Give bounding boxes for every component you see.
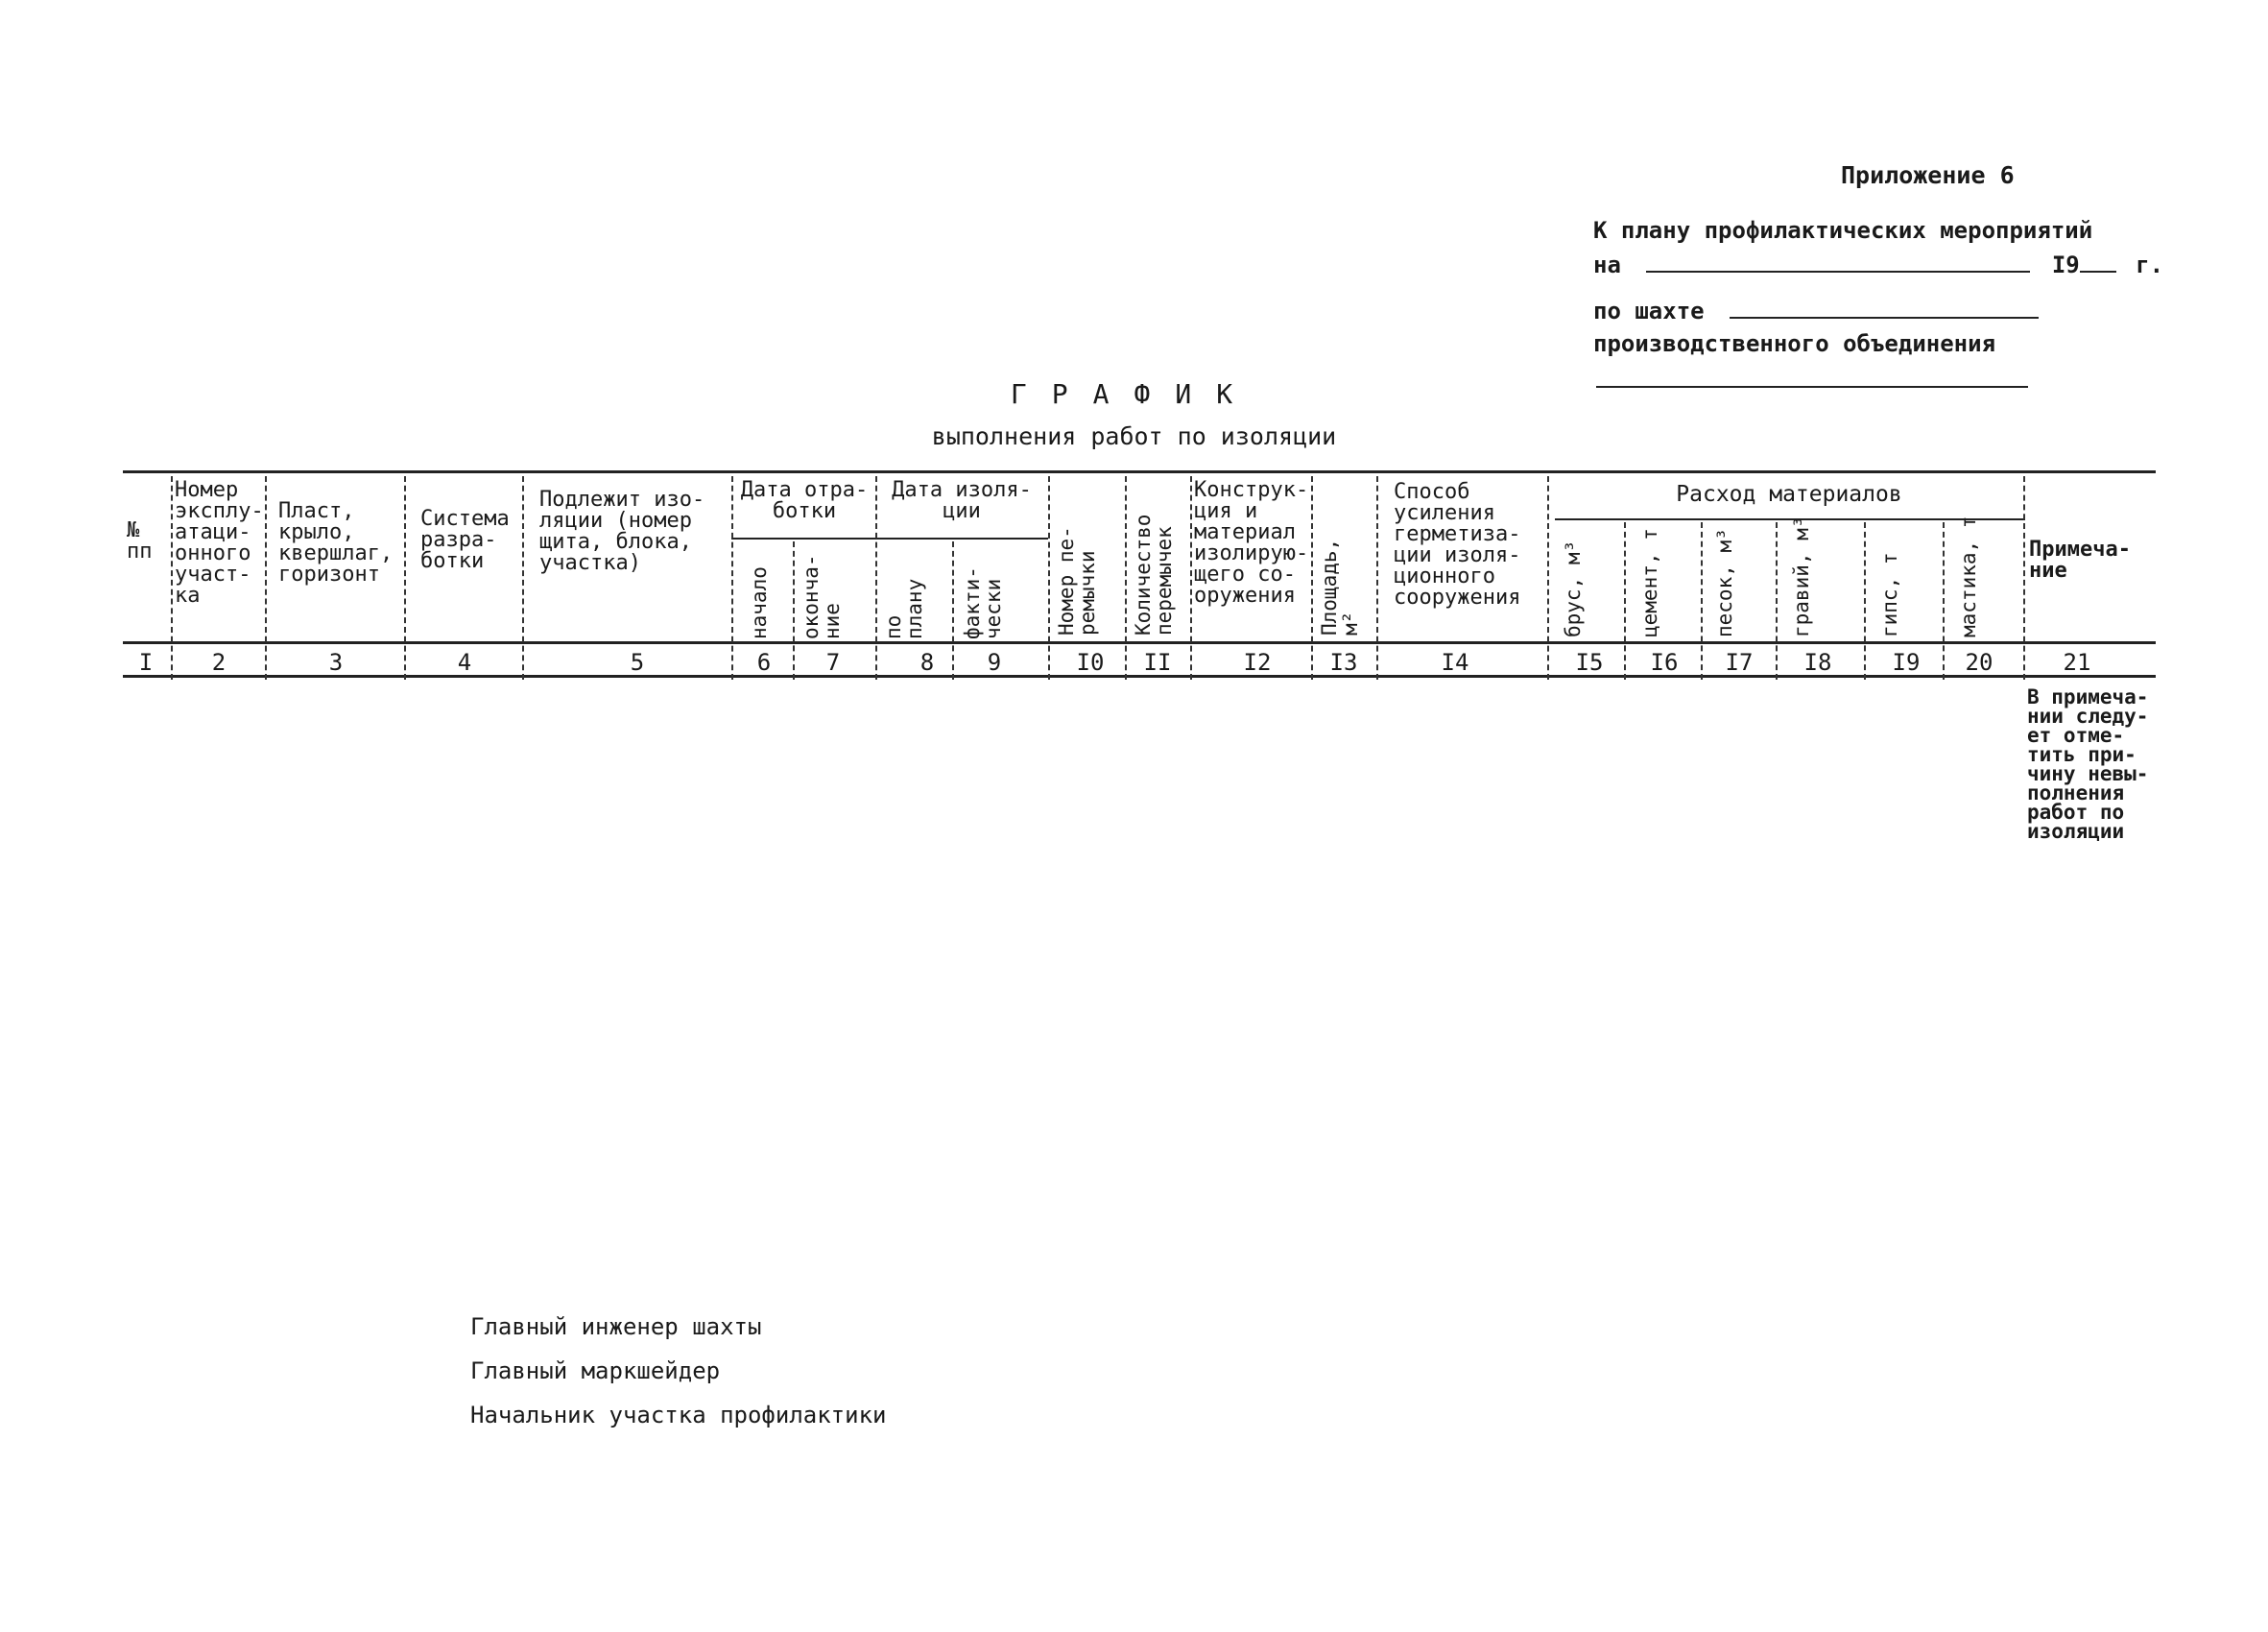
plan-year-suffix: г. <box>2136 252 2164 278</box>
header-col-11: Количество перемычек <box>1132 514 1176 636</box>
column-number: I9 <box>1892 649 1921 676</box>
header-group-isolation-dates: Дата изоля-ции <box>892 478 1032 523</box>
column-divider <box>522 476 524 680</box>
header-col-6: начало <box>748 566 771 639</box>
header-group-development-dates: Дата отра-ботки <box>740 478 869 523</box>
column-number: 7 <box>825 649 841 676</box>
plan-year-blank <box>2080 270 2116 273</box>
column-number: I8 <box>1803 649 1832 676</box>
header-col-20: мастика, т <box>1957 516 1980 637</box>
plan-year-prefix: I9 <box>2051 252 2080 278</box>
column-number: 5 <box>630 649 645 676</box>
column-divider <box>1701 522 1703 680</box>
header-col-15: брус, м³ <box>1562 540 1585 637</box>
column-number: 21 <box>2063 649 2091 676</box>
header-col-10: Номер пе-ремычки <box>1055 526 1099 636</box>
chief-surveyor-signature-label: Главный маркшейдер <box>470 1357 721 1384</box>
header-col-9: факти-чески <box>961 566 1005 639</box>
plan-reference-line <box>1593 217 2092 244</box>
column-divider <box>1864 522 1866 680</box>
header-col-16: цемент, т <box>1638 528 1661 637</box>
column-number: 20 <box>1965 649 1993 676</box>
column-divider <box>1048 476 1050 680</box>
header-col-8: по плану <box>882 578 926 639</box>
header-col-18: гравий, м³ <box>1790 516 1813 637</box>
column-divider <box>404 476 406 680</box>
table-header-rule <box>123 641 2156 644</box>
column-divider <box>1547 476 1549 680</box>
column-number: I <box>138 649 154 676</box>
header-col-5: Подлежит изо-ляции (номер щита, блока, участка) <box>539 488 705 575</box>
plan-on-label: на <box>1593 252 1621 278</box>
header-col-21: Примеча-ние <box>2029 538 2131 583</box>
header-col-13: Площадь, м² <box>1318 538 1362 636</box>
document-subtitle: выполнения работ по изоляции <box>931 422 1337 450</box>
column-divider <box>1376 476 1378 680</box>
column-number: I7 <box>1725 649 1754 676</box>
column-number: I2 <box>1243 649 1272 676</box>
column-divider <box>2023 476 2025 680</box>
column-divider <box>793 541 795 680</box>
column-number: I0 <box>1076 649 1105 676</box>
mine-label: по шахте <box>1593 298 1705 324</box>
column-number: I6 <box>1650 649 1679 676</box>
header-col-14: Способ усиления герметиза-ции изоля-ционного сооружения <box>1394 480 1521 610</box>
column-divider <box>1125 476 1127 680</box>
mine-blank-field <box>1730 316 2039 319</box>
column-divider <box>731 476 733 680</box>
plan-year-line <box>1593 252 2163 278</box>
column-divider <box>1311 476 1313 680</box>
header-col-3: Пласт, крыло, квершлаг, горизонт <box>278 499 394 587</box>
column-number: I5 <box>1575 649 1604 676</box>
column-number: I4 <box>1441 649 1469 676</box>
document-title: ГРАФИК <box>1010 378 1258 410</box>
mine-line <box>1593 298 2039 324</box>
subgroup-rule-dates <box>731 538 1048 540</box>
header-col-2: Номер эксплу-атаци-онного участ-ка <box>175 478 264 608</box>
header-col-7: оконча-ние <box>800 554 844 639</box>
prophylaxis-head-signature-label: Начальник участка профилактики <box>470 1402 887 1428</box>
chief-engineer-signature-label: Главный инженер шахты <box>470 1313 762 1340</box>
column-divider <box>1624 522 1626 680</box>
header-col-12: Конструк-ция и материал изолирую-щего со-оружения <box>1194 478 1309 608</box>
column-number: 4 <box>457 649 472 676</box>
plan-reference-text: К плану профилактических мероприятий <box>1593 217 2093 244</box>
column-number: 9 <box>987 649 1002 676</box>
column-number: 6 <box>756 649 772 676</box>
column-divider <box>1776 522 1778 680</box>
header-col-17: песок, м³ <box>1713 528 1736 637</box>
note-text: В примеча-нии следу-ет отме-тить при-чину невы-полнения работ по изоляции <box>2027 685 2149 843</box>
column-divider <box>265 476 267 680</box>
column-number: 3 <box>328 649 344 676</box>
column-divider <box>875 476 877 680</box>
header-col-4: Система разра-ботки <box>420 507 510 573</box>
appendix-label: Приложение 6 <box>1841 161 2015 189</box>
association-label: производственного объединения <box>1593 330 1996 357</box>
column-divider <box>1943 522 1945 680</box>
column-number: I3 <box>1329 649 1358 676</box>
header-group-materials: Расход материалов <box>1676 482 1902 507</box>
header-col-19: гипс, т <box>1878 552 1901 637</box>
header-col-1: № пп <box>127 518 153 564</box>
column-number: 8 <box>919 649 935 676</box>
plan-blank-field <box>1646 270 2030 273</box>
column-divider <box>1190 476 1192 680</box>
table-top-rule <box>123 470 2156 473</box>
column-number: II <box>1143 649 1172 676</box>
column-number: 2 <box>211 649 227 676</box>
